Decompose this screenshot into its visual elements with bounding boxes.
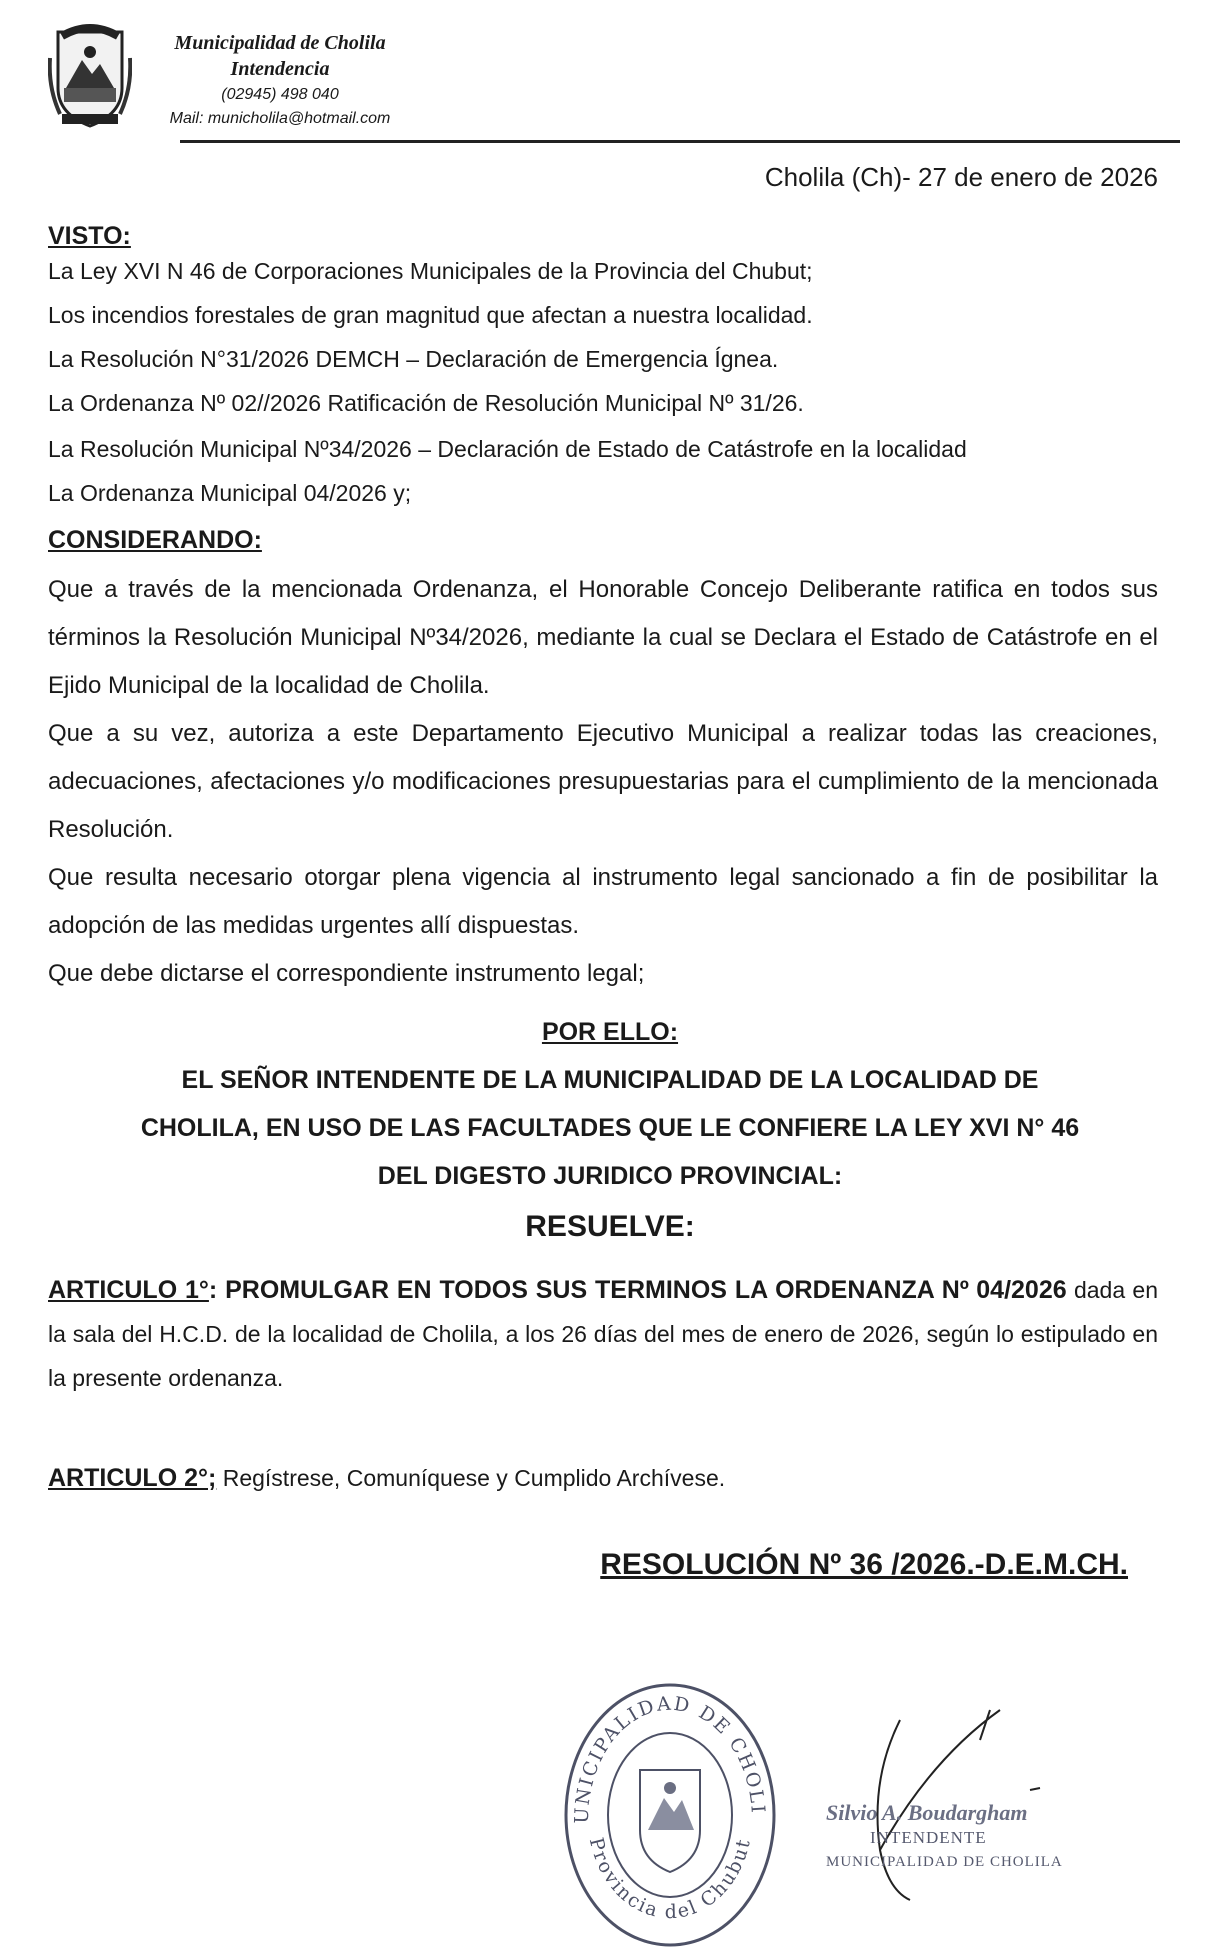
signature-role: INTENDENTE bbox=[870, 1828, 987, 1847]
header-org-unit: Intendencia bbox=[230, 58, 330, 80]
visto-item: Los incendios forestales de gran magnitud que afectan a nuestra localidad. bbox=[48, 302, 813, 328]
official-stamp bbox=[560, 1680, 780, 1950]
por-ello-heading: POR ELLO: bbox=[541, 1018, 679, 1046]
articulo-1-label: ARTICULO 1° bbox=[48, 1276, 209, 1304]
header-phone: (02945) 498 040 bbox=[221, 86, 339, 103]
articulo-2 bbox=[48, 1456, 1158, 1500]
header-divider bbox=[180, 140, 1180, 143]
signature-name: Silvio A. Boudargham bbox=[826, 1800, 1028, 1825]
considerando-paragraph: Que a su vez, autoriza a este Departamento Ejecutivo Municipal a realizar todas las creaciones, adecuaciones, afectaciones y/o modificaciones presupuestarias para el cumplimiento de la mencionada Resolución. bbox=[48, 720, 1158, 843]
considerando-paragraph: Que a través de la mencionada Ordenanza, el Honorable Concejo Deliberante ratifica en todos sus términos la Resolución Municipal Nº34/2026, mediante la cual se Declara el Estado de Catástrofe en el Ejido Municipal de la localidad de Cholila. bbox=[48, 576, 1158, 699]
por-ello-line: DEL DIGESTO JURIDICO PROVINCIAL: bbox=[377, 1162, 843, 1190]
visto-item: La Resolución N°31/2026 DEMCH – Declaración de Emergencia Ígnea. bbox=[48, 346, 779, 372]
por-ello-line: CHOLILA, EN USO DE LAS FACULTADES QUE LE CONFIERE LA LEY XVI N° 46 bbox=[140, 1114, 1080, 1142]
date-line: Cholila (Ch)- 27 de enero de 2026 bbox=[764, 162, 1158, 192]
visto-item: La Ordenanza Nº 02//2026 Ratificación de Resolución Municipal Nº 31/26. bbox=[48, 390, 804, 416]
por-ello-line: EL SEÑOR INTENDENTE DE LA MUNICIPALIDAD DE LA LOCALIDAD DE bbox=[181, 1066, 1039, 1094]
articulo-1 bbox=[48, 1268, 1158, 1400]
resuelve-heading: RESUELVE: bbox=[525, 1210, 695, 1243]
official-stamp-icon bbox=[560, 1680, 780, 1950]
articulo-2-text: Regístrese, Comuníquese y Cumplido Archívese. bbox=[216, 1465, 726, 1491]
visto-item: La Resolución Municipal Nº34/2026 – Declaración de Estado de Catástrofe en la localidad bbox=[48, 436, 967, 462]
considerando-heading: CONSIDERANDO: bbox=[48, 526, 262, 554]
svg-text:Provincia del Chubut bbox=[585, 1835, 755, 1923]
signature-entity: MUNICIPALIDAD DE CHOLILA bbox=[826, 1854, 1063, 1870]
visto-item: La Ley XVI N 46 de Corporaciones Municipales de la Provincia del Chubut; bbox=[48, 258, 813, 284]
considerando-body bbox=[48, 566, 1158, 998]
stamp-bottom-text: Provincia del Chubut bbox=[584, 1835, 756, 1924]
visto-item: La Ordenanza Municipal 04/2026 y; bbox=[48, 480, 412, 506]
header-mail: Mail: municholila@hotmail.com bbox=[169, 110, 391, 127]
header-org-name: Municipalidad de Cholila bbox=[174, 32, 386, 54]
articulo-2-label: ARTICULO 2°; bbox=[48, 1464, 217, 1492]
stamp-top-text: UNICIPALIDAD DE CHOLI bbox=[570, 1692, 769, 1825]
articulo-1-caps-text: PROMULGAR EN TODOS SUS TERMINOS LA ORDENANZA Nº bbox=[217, 1276, 969, 1304]
considerando-paragraph: Que resulta necesario otorgar plena vigencia al instrumento legal sancionado a fin de posibilitar la adopción de las medidas urgentes allí dispuestas. bbox=[48, 864, 1158, 939]
articulo-1-rest: dada en la sala del H.C.D. de la localidad de Cholila, a los 26 días del mes de enero de 2026, según lo estipulado en la presente ordenanza. bbox=[48, 1277, 1159, 1391]
municipal-coat-of-arms-icon bbox=[48, 18, 132, 130]
visto-heading: VISTO: bbox=[48, 222, 131, 250]
articulo-1-number: 04/2026 bbox=[976, 1276, 1067, 1304]
articulo-1-colon: : bbox=[208, 1276, 218, 1304]
considerando-paragraph: Que debe dictarse el correspondiente instrumento legal; bbox=[48, 960, 645, 987]
header-logo bbox=[48, 18, 132, 130]
resolucion-number: RESOLUCIÓN Nº 36 /2026.-D.E.M.CH. bbox=[600, 1548, 1128, 1581]
